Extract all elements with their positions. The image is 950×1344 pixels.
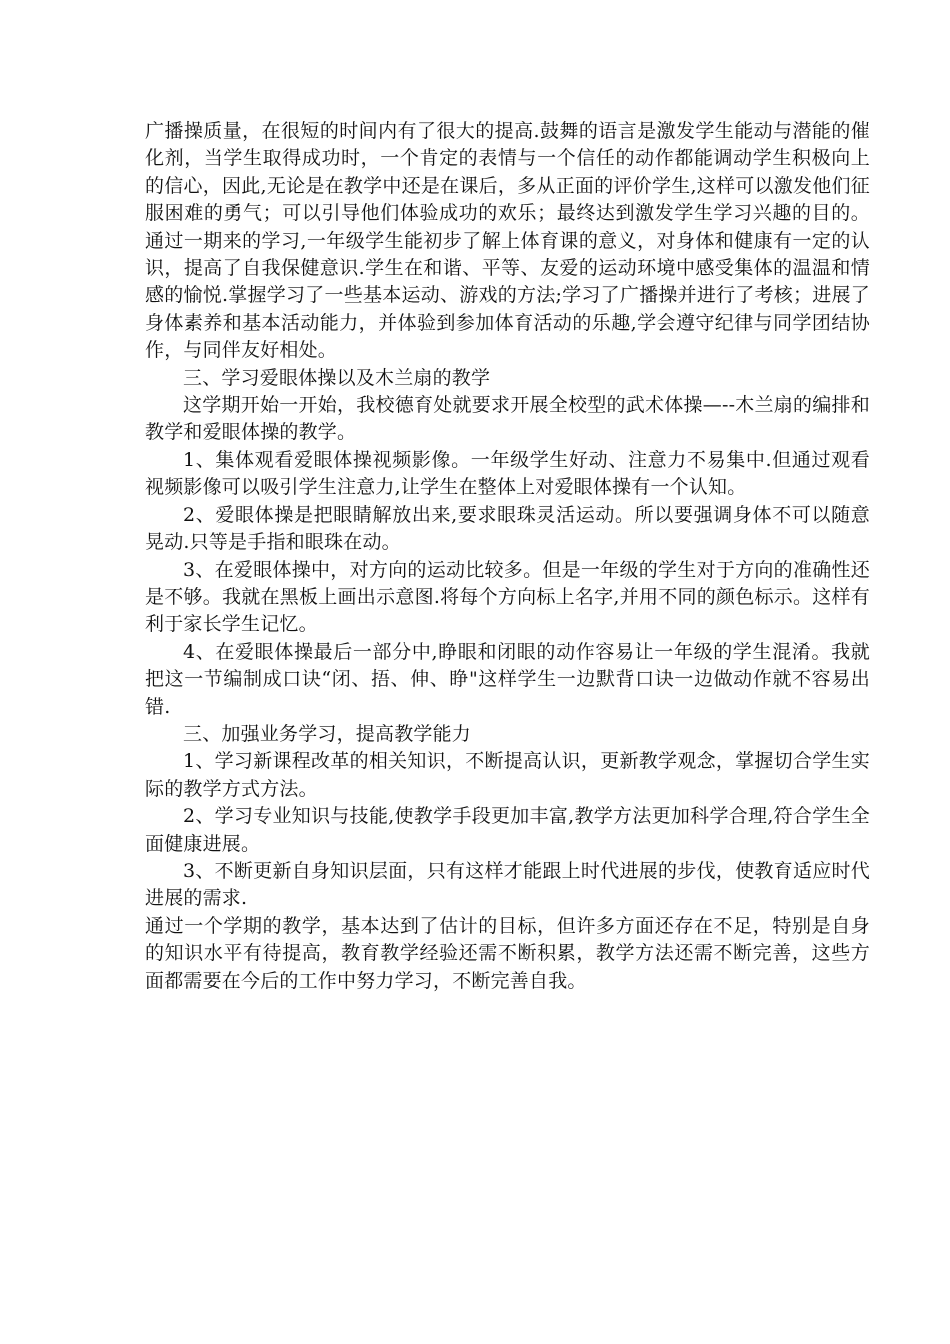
list-item-eye-3: 3、在爱眼体操中，对方向的运动比较多。但是一年级的学生对于方向的准确性还是不够。我就在黑板上画出示意图.将每个方向标上名字,并用不同的颜色标示。这样有利于家长学生记忆。 bbox=[145, 558, 870, 636]
section-heading-professional-study: 三、加强业务学习，提高教学能力 bbox=[183, 722, 472, 745]
list-item-study-2: 2、学习专业知识与技能,使教学手段更加丰富,教学方法更加科学合理,符合学生全面健康进展。 bbox=[145, 805, 870, 855]
paragraph-conclusion: 通过一个学期的教学，基本达到了估计的目标，但许多方面还存在不足，特别是自身的知识水平有待提高，教育教学经验还需不断积累，教学方法还需不断完善，这些方面都需要在今后的工作中努力学习，不断完善自我。 bbox=[145, 914, 870, 992]
paragraph-eye-exercise-intro: 这学期开始一开始，我校德育处就要求开展全校型的武术体操—--木兰扇的编排和教学和爱眼体操的教学。 bbox=[145, 394, 870, 444]
list-item-study-1: 1、学习新课程改革的相关知识，不断提高认识，更新教学观念，掌握切合学生实际的教学方式方法。 bbox=[145, 750, 870, 800]
list-item-eye-2: 2、爱眼体操是把眼睛解放出来,要求眼珠灵活运动。所以要强调身体不可以随意晃动.只等是手指和眼珠在动。 bbox=[145, 503, 870, 554]
list-item-study-3: 3、不断更新自身知识层面，只有这样才能跟上时代进展的步伐，使教育适应时代进展的需求. bbox=[145, 859, 870, 910]
section-heading-eye-exercise: 三、学习爱眼体操以及木兰扇的教学 bbox=[183, 366, 491, 389]
list-item-eye-4: 4、在爱眼体操最后一部分中,睁眼和闭眼的动作容易让一年级的学生混淆。我就把这一节编制成口诀“闭、捂、伸、睁"这样学生一边默背口诀一边做动作就不容易出错. bbox=[145, 640, 870, 718]
paragraph-intro: 广播操质量，在很短的时间内有了很大的提高.鼓舞的语言是激发学生能动与潜能的催化剂，当学生取得成功时，一个肯定的表情与一个信任的动作都能调动学生积极向上的信心，因此,无论是在教学中还是在课后，多从正面的评价学生,这样可以激发他们征服困难的勇气；可以引导他们体验成功的欢乐；最终达到激发学生学习兴趣的目的。通过一期来的学习,一年级学生能初步了解上体育课的意义，对身体和健康有一定的认识，提高了自我保健意识.学生在和谐、平等、友爱的运动环境中感受集体的温温和情感的愉悦.掌握学习了一些基本运动、游戏的方法;学习了广播操并进行了考核；进展了身体素养和基本活动能力，并体验到参加体育活动的乐趣,学会遵守纪律与同学团结协作，与同伴友好相处。 bbox=[145, 120, 870, 362]
list-item-eye-1: 1、集体观看爱眼体操视频影像。一年级学生好动、注意力不易集中.但通过观看视频影像可以吸引学生注意力,让学生在整体上对爱眼体操有一个认知。 bbox=[145, 448, 870, 499]
document-body bbox=[145, 118, 870, 995]
